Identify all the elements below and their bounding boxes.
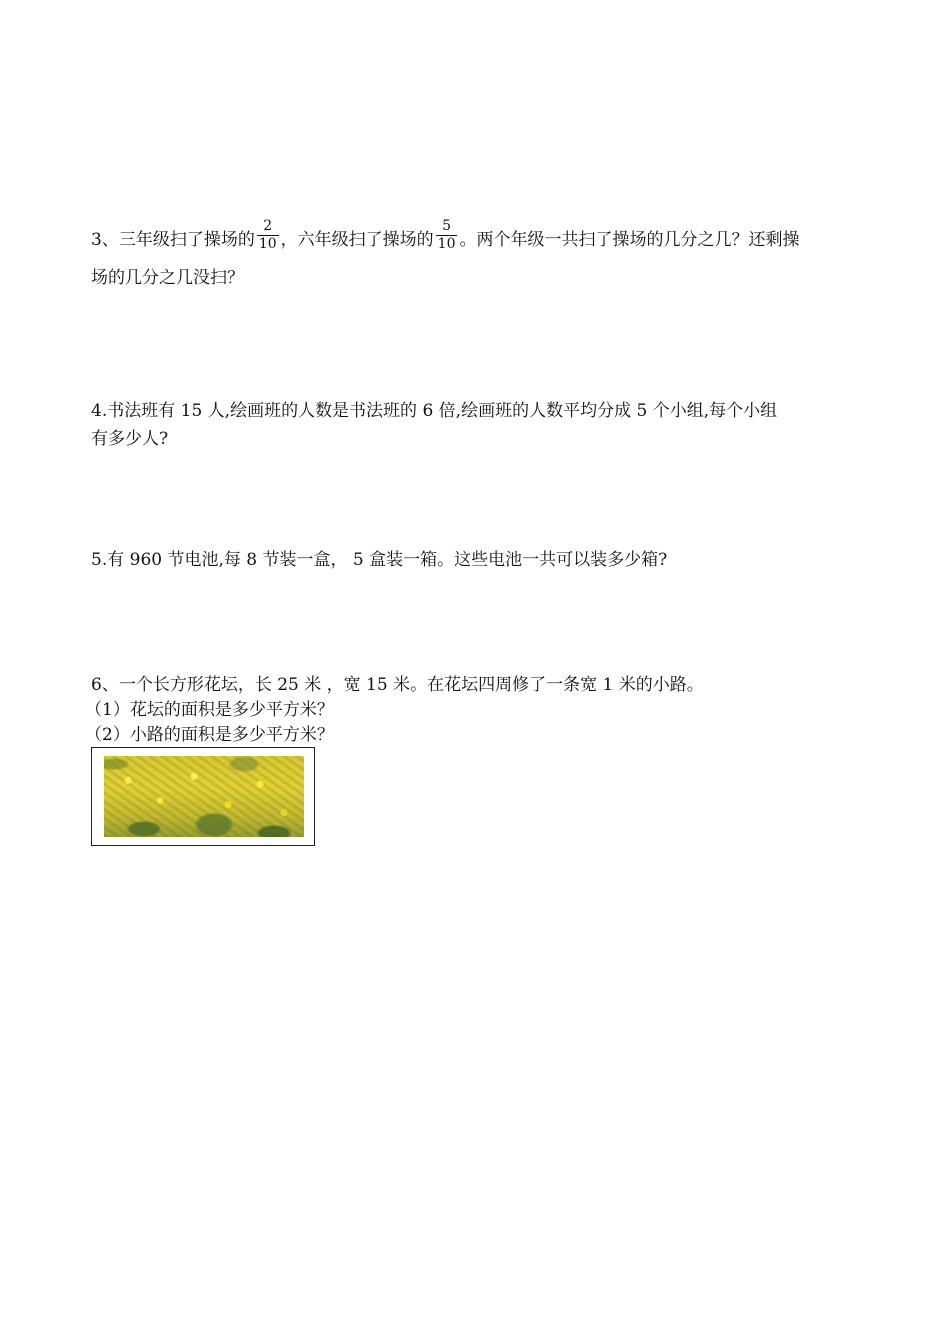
- problem-6: [85, 673, 871, 748]
- problem-4: [91, 397, 871, 453]
- problem-5: [91, 546, 871, 574]
- problem-3: [91, 218, 871, 292]
- problem-6-question-1: （1）花坛的面积是多少平方米？: [85, 700, 334, 720]
- problem-3-text-b: ，六年级扫了操场的: [280, 230, 434, 250]
- problem-3-text-c: 。两个年级一共扫了操场的几分之几？还剩操: [459, 230, 800, 250]
- flower-bed-image: [104, 756, 304, 837]
- fraction-5-10: [436, 218, 458, 253]
- fraction-denominator: 10: [258, 236, 277, 252]
- fraction-denominator: 10: [437, 236, 456, 252]
- fraction-2-10: [257, 218, 279, 253]
- fraction-numerator: 2: [257, 218, 279, 236]
- flower-bed-figure: [91, 747, 315, 846]
- problem-3-text-a: 3、三年级扫了操场的: [91, 230, 255, 250]
- problem-3-line-1: [91, 218, 871, 254]
- problem-4-line-2: 有多少人?: [91, 429, 169, 449]
- problem-6-question-2: （2）小路的面积是多少平方米？: [85, 725, 334, 745]
- problem-4-line-1: 4.书法班有 15 人,绘画班的人数是书法班的 6 倍,绘画班的人数平均分成 5 个小组,每个小组: [91, 401, 778, 421]
- problem-5-line-1: 5.有 960 节电池,每 8 节装一盒， 5 盒装一箱。这些电池一共可以装多少箱?: [91, 550, 668, 570]
- problem-3-line-2: 场的几分之几没扫？: [91, 268, 244, 288]
- problem-6-line-1: 6、一个长方形花坛，长 25 米 ，宽 15 米。在花坛四周修了一条宽 1 米的小路。: [91, 675, 704, 695]
- fraction-numerator: 5: [436, 218, 458, 236]
